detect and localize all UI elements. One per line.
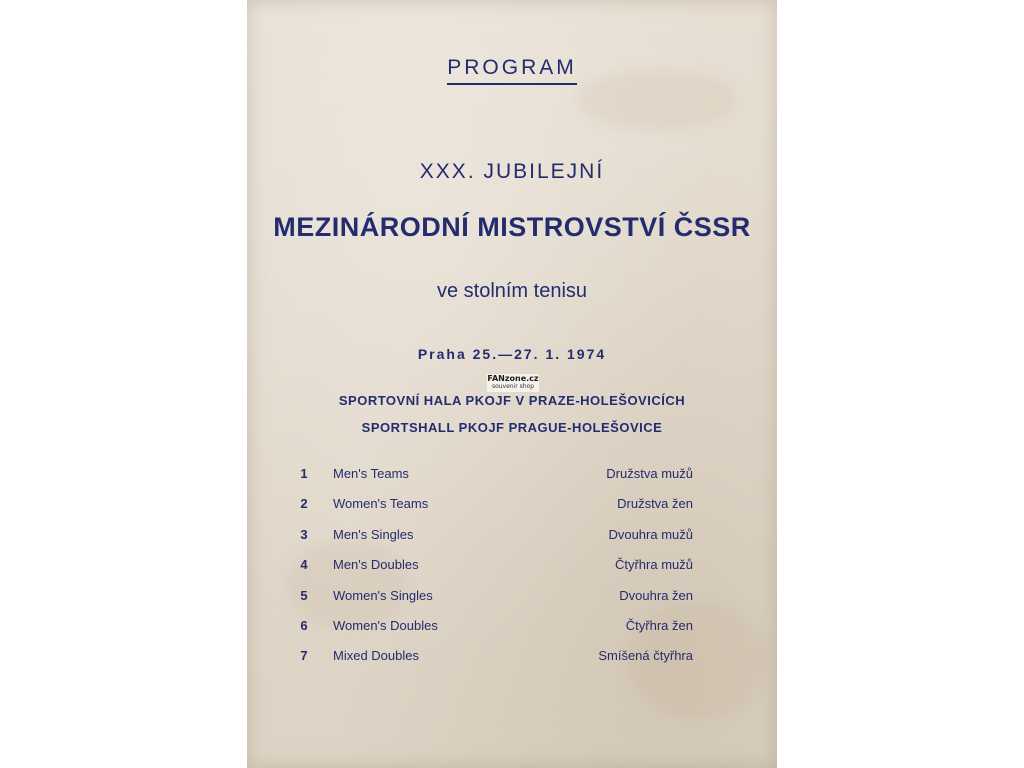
watermark-tagline: souvenir shop bbox=[491, 383, 535, 390]
event-english-name: Men's Teams bbox=[333, 466, 409, 481]
championship-title: MEZINÁRODNÍ MISTROVSTVÍ ČSSR bbox=[273, 212, 751, 242]
event-row bbox=[247, 588, 777, 618]
event-czech-name: Smíšená čtyřhra bbox=[598, 648, 693, 664]
event-number: 4 bbox=[300, 557, 308, 573]
event-row bbox=[247, 496, 777, 526]
program-sheet bbox=[247, 0, 777, 768]
venue-czech: SPORTOVNÍ HALA PKOJF V PRAZE-HOLEŠOVICÍCH bbox=[338, 393, 686, 408]
event-number: 1 bbox=[300, 466, 308, 481]
event-number: 5 bbox=[300, 587, 308, 603]
event-czech-name: Čtyřhra mužů bbox=[614, 557, 693, 573]
watermark-brand: FANzone.cz bbox=[487, 374, 539, 383]
event-number: 3 bbox=[300, 526, 308, 542]
event-czech-name: Čtyřhra žen bbox=[625, 617, 693, 633]
event-czech-name: Dvouhra žen bbox=[619, 587, 693, 603]
program-heading bbox=[247, 56, 777, 85]
event-list bbox=[247, 466, 777, 679]
event-row bbox=[247, 648, 777, 678]
fanzone-watermark bbox=[487, 374, 539, 392]
date-line: Praha 25.—27. 1. 1974 bbox=[417, 346, 607, 362]
event-english-name: Men's Singles bbox=[333, 526, 414, 542]
program-heading-text: PROGRAM bbox=[447, 56, 577, 85]
event-czech-name: Družstva mužů bbox=[606, 466, 693, 481]
jubilee-line: XXX. JUBILEJNÍ bbox=[419, 160, 605, 183]
event-row bbox=[247, 466, 777, 496]
event-row bbox=[247, 557, 777, 587]
event-english-name: Men's Doubles bbox=[333, 557, 419, 573]
event-number: 6 bbox=[300, 617, 308, 633]
venue-english: SPORTSHALL PKOJF PRAGUE-HOLEŠOVICE bbox=[361, 420, 663, 435]
event-english-name: Women's Singles bbox=[333, 587, 433, 603]
event-english-name: Women's Teams bbox=[333, 496, 429, 512]
event-english-name: Mixed Doubles bbox=[333, 648, 419, 664]
sport-line: ve stolním tenisu bbox=[436, 280, 588, 302]
event-row bbox=[247, 618, 777, 648]
event-czech-name: Družstva žen bbox=[617, 496, 693, 512]
event-english-name: Women's Doubles bbox=[333, 617, 438, 633]
event-number: 2 bbox=[300, 496, 308, 512]
event-row bbox=[247, 527, 777, 557]
event-number: 7 bbox=[300, 648, 308, 664]
event-czech-name: Dvouhra mužů bbox=[608, 526, 693, 542]
